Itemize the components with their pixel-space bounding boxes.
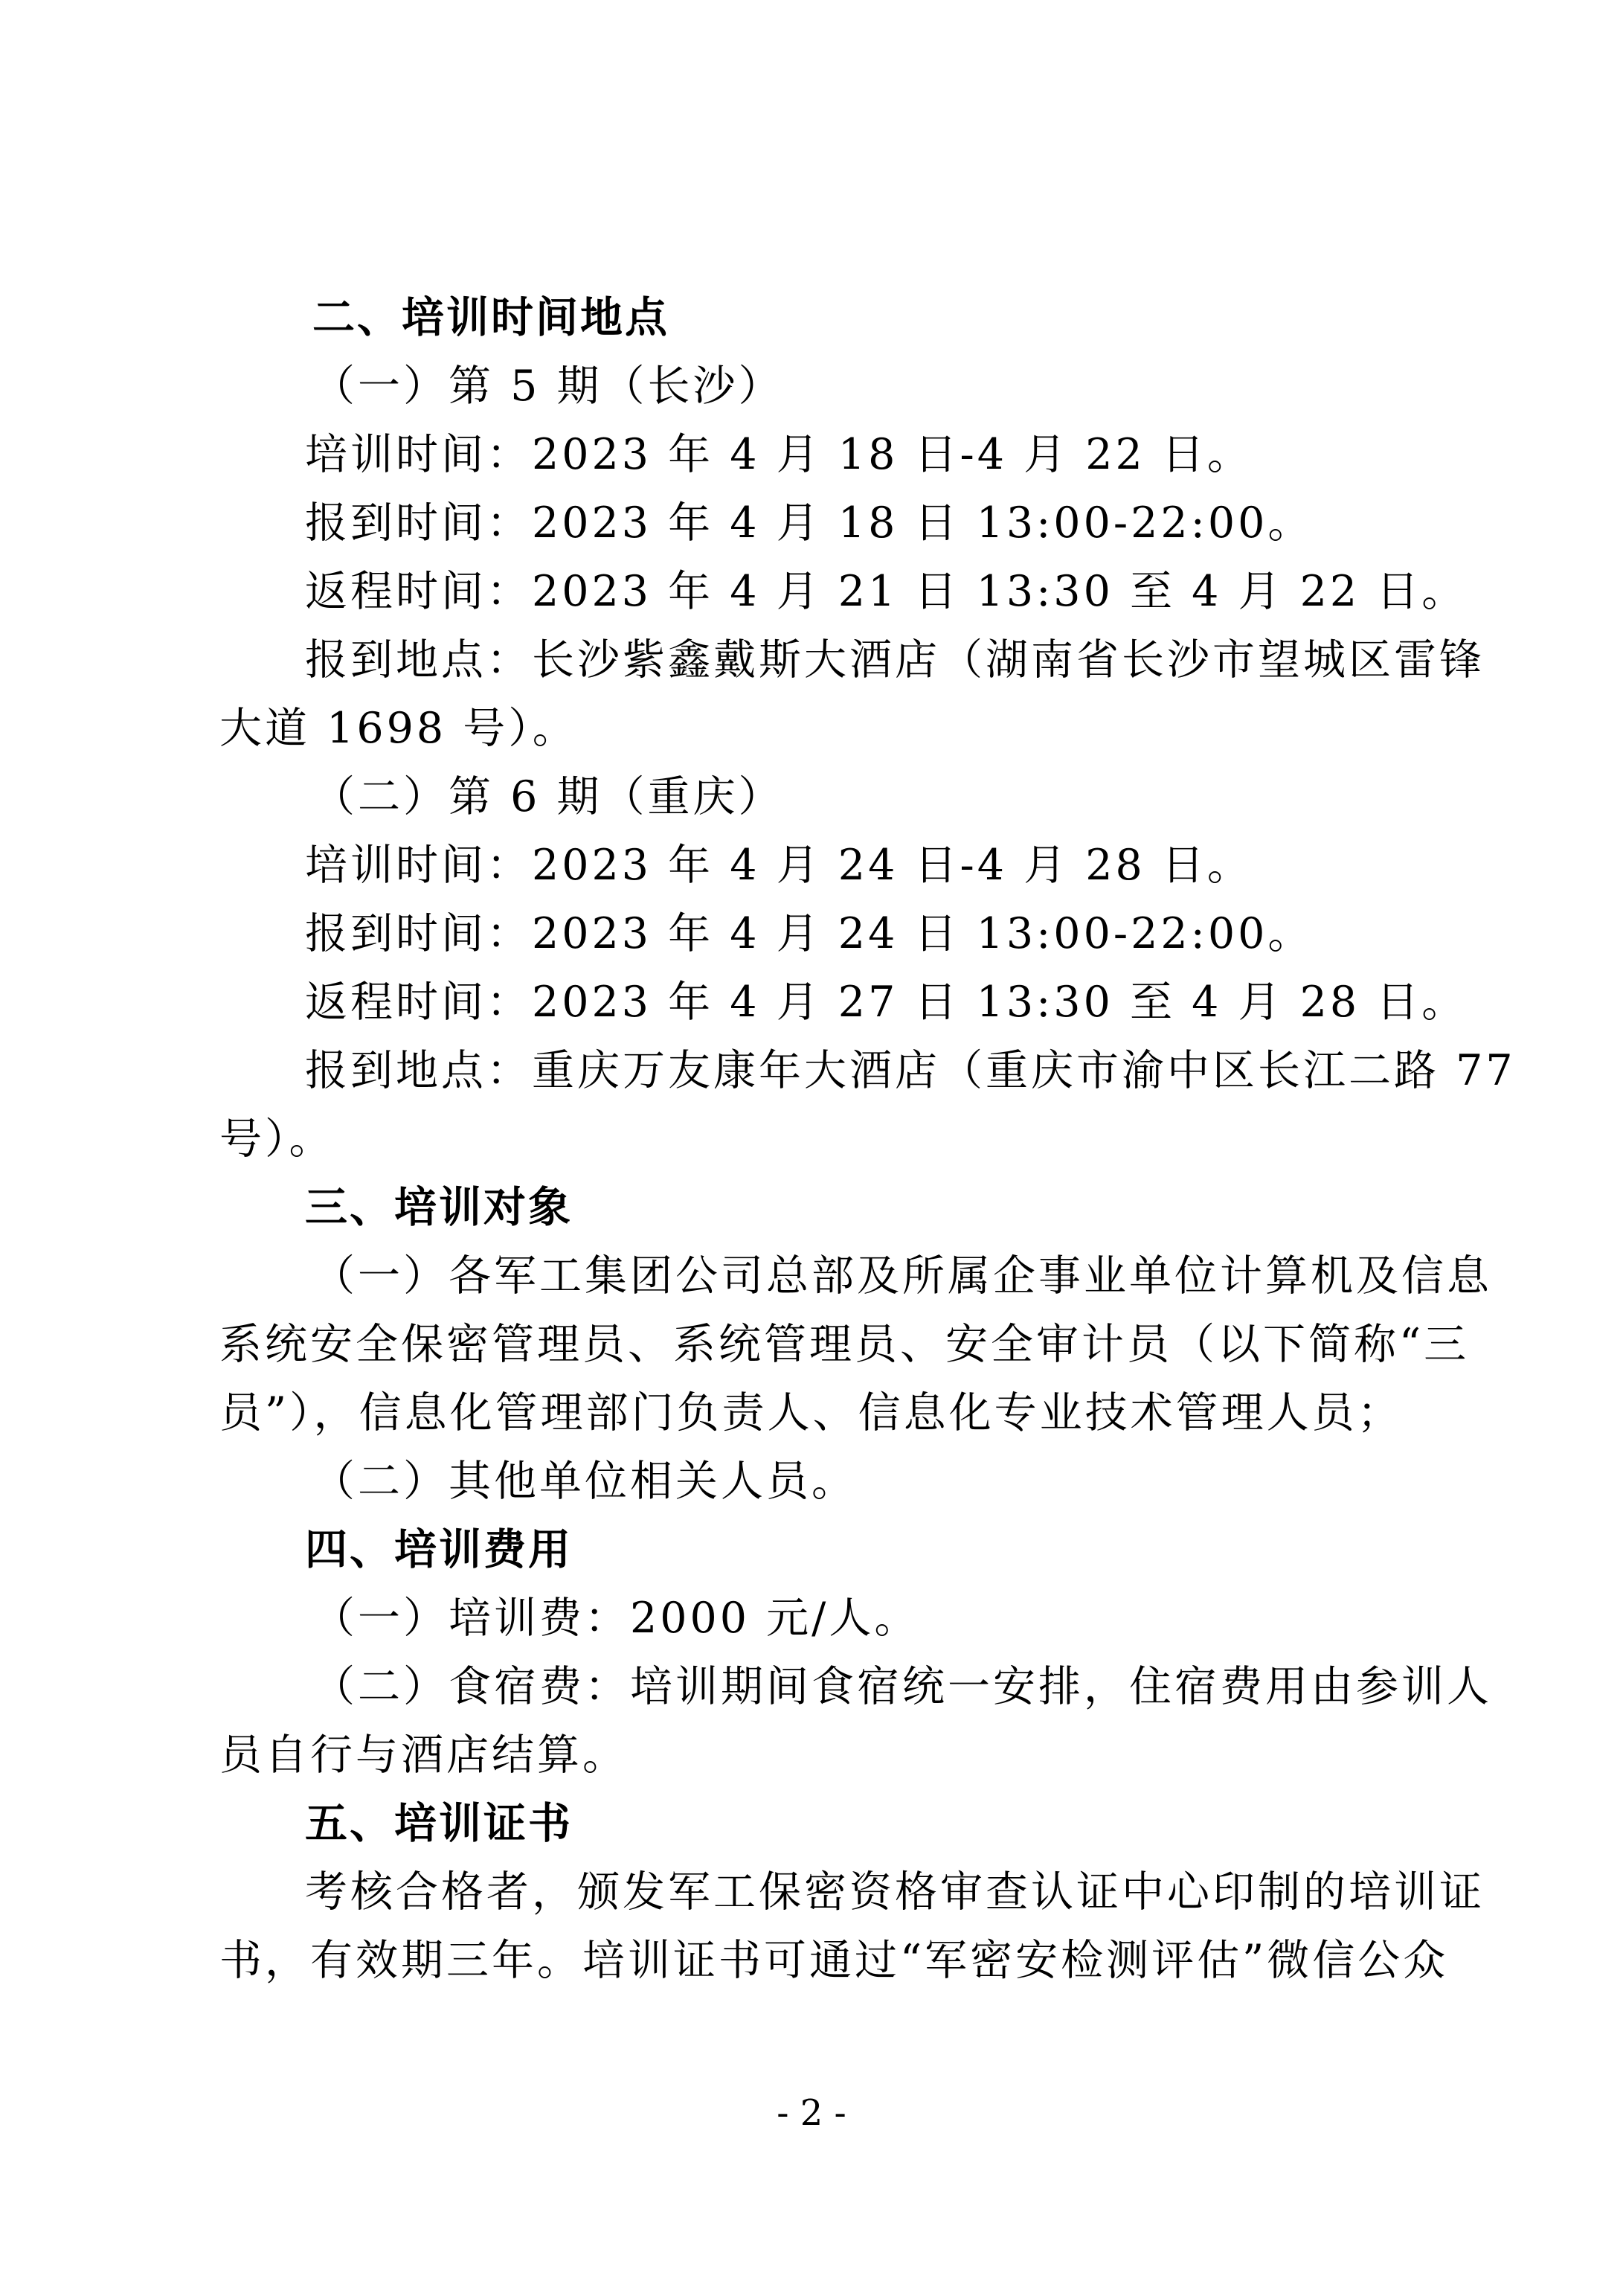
- session-5-location: 报到地点：长沙紫鑫戴斯大酒店（湖南省长沙市望城区雷锋: [305, 635, 1485, 684]
- session-6-checkin-time: 报到时间：2023 年 4 月 24 日 13:00-22:00。: [305, 909, 1314, 958]
- section-heading-fees: 四、培训费用: [305, 1525, 573, 1574]
- fee-training: （一）培训费：2000 元/人。: [312, 1594, 920, 1643]
- certificate-paragraph: 考核合格者，颁发军工保密资格审查认证中心印制的培训证: [305, 1867, 1485, 1917]
- fee-board-lodging-cont: 员自行与酒店结算。: [219, 1731, 628, 1780]
- session-6-location: 报到地点：重庆万友康年大酒店（重庆市渝中区长江二路 77: [305, 1046, 1516, 1095]
- audience-item-1-cont: 系统安全保密管理员、系统管理员、安全审计员（以下简称“三: [219, 1320, 1470, 1369]
- session-5-return-time: 返程时间：2023 年 4 月 21 日 13:30 至 4 月 22 日。: [305, 567, 1468, 616]
- fee-board-lodging: （二）食宿费：培训期间食宿统一安排，住宿费用由参训人: [312, 1662, 1492, 1711]
- page-number: - 2 -: [777, 2092, 846, 2134]
- section-heading-certificate: 五、培训证书: [305, 1799, 573, 1848]
- session-5-training-time: 培训时间：2023 年 4 月 18 日-4 月 22 日。: [305, 430, 1253, 479]
- audience-item-2: （二）其他单位相关人员。: [312, 1457, 857, 1506]
- session-5-checkin-time: 报到时间：2023 年 4 月 18 日 13:00-22:00。: [305, 498, 1314, 548]
- audience-item-1-cont-2: 员”），信息化管理部门负责人、信息化专业技术管理人员；: [219, 1388, 1403, 1437]
- session-6-title: （二）第 6 期（重庆）: [312, 772, 784, 821]
- session-6-training-time: 培训时间：2023 年 4 月 24 日-4 月 28 日。: [305, 841, 1253, 890]
- section-heading-schedule: 二、培训时间地点: [312, 293, 669, 342]
- certificate-paragraph-cont: 书，有效期三年。培训证书可通过“军密安检测评估”微信公众: [219, 1936, 1449, 1985]
- session-6-return-time: 返程时间：2023 年 4 月 27 日 13:30 至 4 月 28 日。: [305, 978, 1468, 1027]
- audience-item-1: （一）各军工集团公司总部及所属企事业单位计算机及信息: [312, 1251, 1492, 1301]
- section-heading-audience: 三、培训对象: [305, 1183, 573, 1232]
- session-5-location-cont: 大道 1698 号）。: [219, 704, 578, 753]
- session-5-title: （一）第 5 期（长沙）: [312, 362, 784, 411]
- session-6-location-cont: 号）。: [219, 1115, 335, 1164]
